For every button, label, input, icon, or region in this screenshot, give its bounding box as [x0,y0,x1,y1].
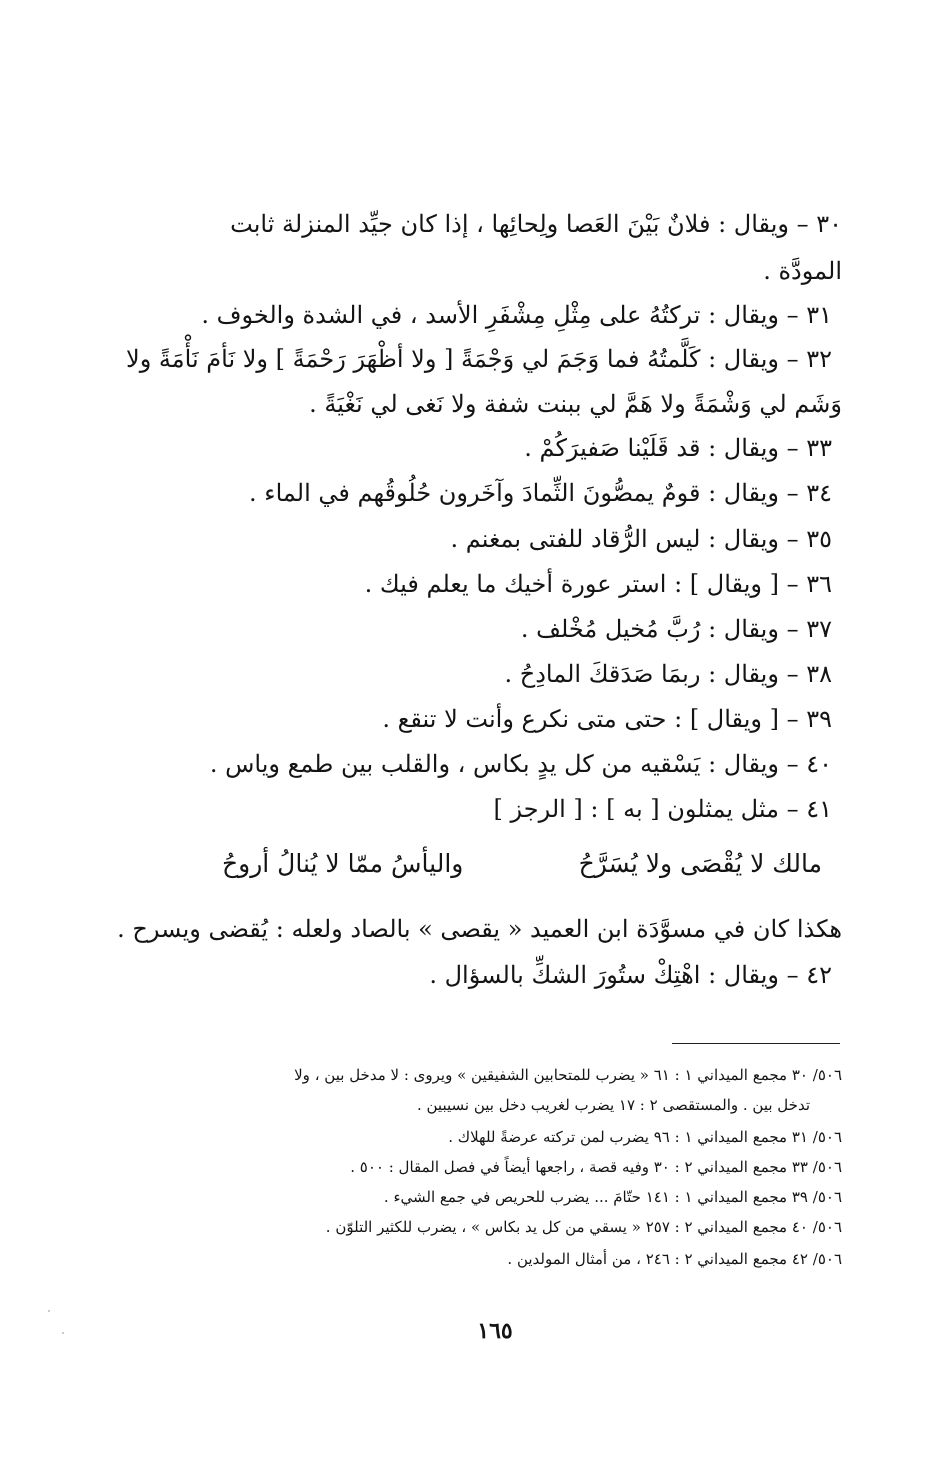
verse-hemistich-2: واليأسُ ممّا لا يُنالُ أروحُ [222,849,464,878]
proverb-37: ٣٧ – ويقال : رُبَّ مُخيل مُخْلف . [520,615,832,643]
footnote-separator [672,1043,840,1044]
scan-speck [48,1310,50,1312]
proverb-34: ٣٤ – ويقال : قومٌ يمصُّونَ الثِّمادَ وآخَرون حُلُوقُهم في الماء . [249,479,832,507]
editor-note: هكذا كان في مسوَّدَة ابن العميد « يقصى » بالصاد ولعله : يُقضى ويسرح . [117,915,842,943]
page-number: ١٦٥ [477,1318,513,1344]
proverb-31: ٣١ – ويقال : تركتُهُ على مِثْلِ مِشْفَرِ الأسد ، في الشدة والخوف . [201,301,832,329]
footnote-42: ٥٠٦/ ٤٢ مجمع الميداني ٢ : ٢٤٦ ، من أمثال المولدين . [507,1250,842,1268]
footnote-40: ٥٠٦/ ٤٠ مجمع الميداني ٢ : ٢٥٧ « يسقي من كل يد بكاس » ، يضرب للكثير التلوّن . [325,1218,842,1236]
proverb-38: ٣٨ – ويقال : ربمَا صَدَقكَ المادِحُ . [504,660,832,688]
scan-speck [62,1332,64,1334]
proverb-33: ٣٣ – ويقال : قد قَلَيْنا صَفيرَكُمْ . [524,434,832,462]
proverb-35: ٣٥ – ويقال : ليس الرُّقاد للفتى بمغنم . [450,525,832,553]
footnote-30-line-2: تدخل بين . والمستقصى ٢ : ١٧ يضرب لغريب دخل بين نسيبين . [416,1096,810,1114]
proverb-42: ٤٢ – ويقال : اهْتِكْ ستُورَ الشكِّ بالسؤال . [429,961,832,989]
proverb-40: ٤٠ – ويقال : يَسْقيه من كل يدٍ بكاس ، والقلب بين طمع وياس . [209,750,832,778]
proverb-39: ٣٩ – [ ويقال ] : حتى متى نكرع وأنت لا تنقع . [382,705,832,733]
proverb-30-line-1: ٣٠ – ويقال : فلانٌ بَيْنَ العَصا ولِحائِها ، إذا كان جيِّد المنزلة ثابت [230,210,842,238]
verse-hemistich-1: مالك لا يُقْصَى ولا يُسَرَّحُ [578,849,822,878]
footnote-33: ٥٠٦/ ٣٣ مجمع الميداني ٢ : ٣٠ وفيه قصة ، راجعها أيضاً في فصل المقال : ٥٠٠ . [350,1158,842,1176]
footnote-31: ٥٠٦/ ٣١ مجمع الميداني ١ : ٩٦ يضرب لمن تركته عرضةً للهلاك . [448,1128,842,1146]
proverb-32-line-2: وَشَم لي وَشْمَةً ولا هَمَّ لي ببنت شفة ولا نَغى لي نَغْيَةً . [309,390,842,418]
proverb-41: ٤١ – مثل يمثلون [ به ] : [ الرجز ] [493,795,832,823]
proverb-36: ٣٦ – [ ويقال ] : استر عورة أخيك ما يعلم فيك . [364,570,832,598]
proverb-32-line-1: ٣٢ – ويقال : كَلَّمتُهُ فما وَجَمَ لي وَجْمَةً [ ولا أظْهَرَ رَحْمَةً ] ولا نَأمَ نَأْمَةً ولا [126,345,832,373]
footnote-30-line-1: ٥٠٦/ ٣٠ مجمع الميداني ١ : ٦١ « يضرب للمتحابين الشفيقين » ويروى : لا مدخل بين ، ولا [294,1066,842,1084]
footnote-39: ٥٠٦/ ٣٩ مجمع الميداني ١ : ١٤١ حتّامَ ... يضرب للحريص في جمع الشيء . [383,1188,842,1206]
proverb-30-line-2: المودَّة . [763,257,842,285]
